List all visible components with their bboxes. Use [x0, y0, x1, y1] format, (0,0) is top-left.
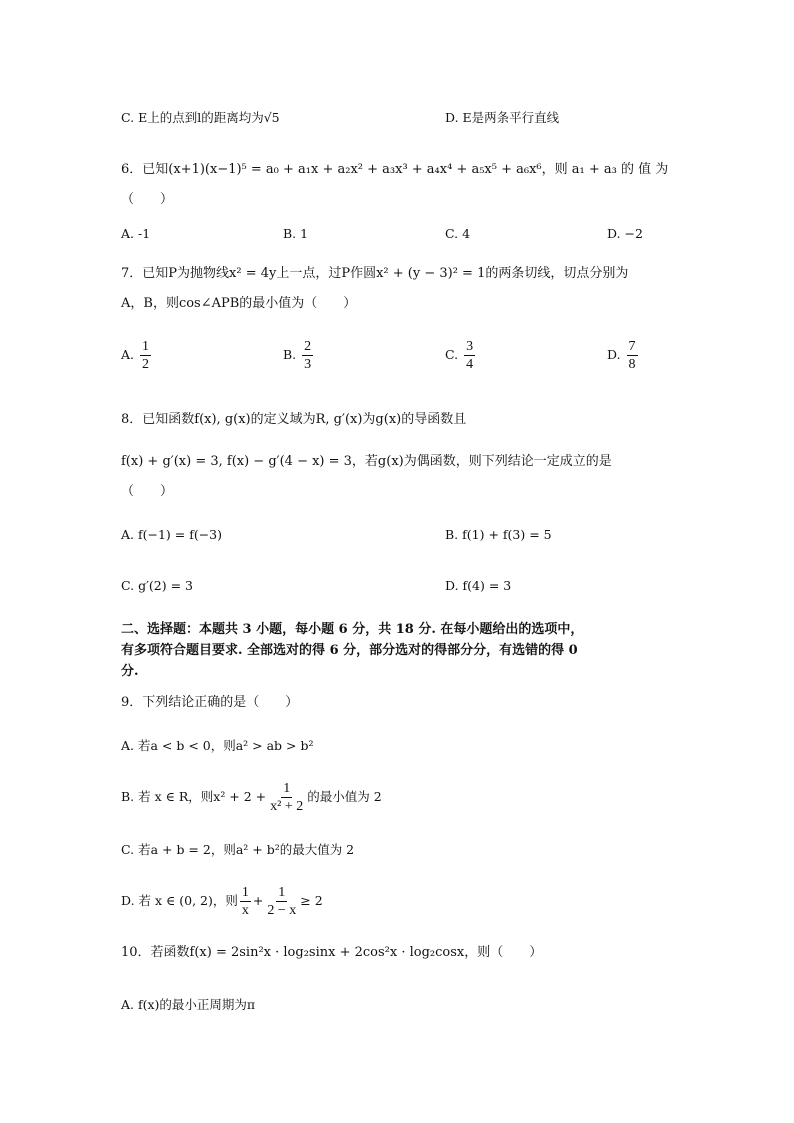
q7-option-a-fraction — [140, 338, 151, 373]
section2-heading-line1: 二、选择题：本题共 3 小题，每小题 6 分，共 18 分. 在每小题给出的选项中， — [121, 622, 584, 637]
q9-option-d-num2: 1 — [278, 885, 286, 900]
q9-option-a: A. 若a < b < 0，则a² > ab > b² — [121, 738, 314, 753]
q7-option-a-den: 2 — [142, 357, 149, 372]
q8-option-a: A. f(−1) = f(−3) — [121, 527, 223, 542]
q7-option-a-label: A. — [121, 347, 135, 362]
q9-option-d-fraction2 — [265, 884, 298, 919]
q7-option-d-den: 8 — [628, 357, 636, 372]
q9-option-d-post: ≥ 2 — [300, 893, 323, 908]
q6-option-d: D. −2 — [607, 226, 643, 241]
q7-option-d-num: 7 — [628, 339, 636, 354]
q7-stem-line1: 7．已知P为抛物线x² = 4y上一点，过P作圆x² + (y − 3)² = 1的两条切线，切点分别为 — [121, 266, 629, 281]
q7-option-a-num: 1 — [142, 339, 149, 354]
q10-stem: 10．若函数f(x) = 2sin²x · log₂sinx + 2cos²x · log₂cosx，则（ ） — [121, 945, 543, 960]
q9-option-b-post: 的最小值为 2 — [307, 789, 382, 804]
q9-option-b-den: x² + 2 — [270, 799, 304, 814]
q6-stem: 6．已知(x+1)(x−1)⁵ = a₀ + a₁x + a₂x² + a₃x³ + a₄x⁴ + a₅x⁵ + a₆x⁶，则 a₁ + a₃ 的 值 为 — [121, 162, 669, 177]
q5-option-c: C. E上的点到l的距离均为√5 — [121, 110, 280, 125]
q8-stem-line2: f(x) + g′(x) = 3, f(x) − g′(4 − x) = 3，若g(x)为偶函数，则下列结论一定成立的是 — [121, 454, 612, 469]
q7-option-d — [607, 338, 640, 373]
q10-option-a: A. f(x)的最小正周期为π — [121, 997, 256, 1012]
q9-option-d-fraction1 — [240, 884, 251, 919]
q8-option-d: D. f(4) = 3 — [445, 578, 512, 593]
q9-option-b-pre: B. 若 x ∈ R，则x² + 2 + — [121, 789, 267, 804]
q9-option-c: C. 若a + b = 2，则a² + b²的最大值为 2 — [121, 842, 355, 857]
q5-option-d: D. E是两条平行直线 — [445, 110, 560, 125]
q7-option-b-label: B. — [283, 347, 297, 362]
q9-option-b-fraction — [268, 780, 305, 815]
q9-option-d — [121, 884, 323, 919]
q8-option-c: C. g′(2) = 3 — [121, 578, 193, 593]
section2-heading-line3: 分. — [121, 664, 139, 679]
q8-blank: （ ） — [121, 484, 174, 499]
q7-option-d-label: D. — [607, 347, 621, 362]
q6-option-c: C. 4 — [445, 226, 471, 241]
q9-option-b — [121, 780, 382, 815]
q9-option-d-plus: + — [252, 893, 264, 908]
q7-option-c-fraction — [464, 338, 475, 373]
q7-option-b-num: 2 — [304, 339, 312, 354]
q6-option-a: A. -1 — [121, 226, 151, 241]
section2-heading-line2: 有多项符合题目要求. 全部选对的得 6 分，部分选对的得部分分，有选错的得 0 — [121, 643, 578, 658]
q7-option-b-fraction — [302, 338, 313, 373]
q6-blank: （ ） — [121, 192, 174, 207]
q7-option-c-den: 4 — [466, 357, 474, 372]
q7-option-a — [121, 338, 153, 373]
q8-stem-line1: 8．已知函数f(x), g(x)的定义域为R, g′(x)为g(x)的导函数且 — [121, 412, 467, 427]
q7-option-d-fraction — [627, 338, 638, 373]
q7-option-c-num: 3 — [466, 339, 474, 354]
q7-stem-line2: A，B，则cos∠APB的最小值为（ ） — [121, 296, 357, 311]
q9-option-d-num1: 1 — [241, 885, 249, 900]
q9-option-d-pre: D. 若 x ∈ (0, 2)，则 — [121, 893, 238, 908]
q6-option-b: B. 1 — [283, 226, 309, 241]
q7-option-c-label: C. — [445, 347, 459, 362]
q9-option-d-den2: 2 − x — [267, 903, 297, 918]
q9-option-b-num: 1 — [283, 781, 291, 796]
q9-option-d-den1: x — [241, 903, 249, 918]
q8-option-b: B. f(1) + f(3) = 5 — [445, 527, 552, 542]
q7-option-b-den: 3 — [304, 357, 312, 372]
q9-stem: 9．下列结论正确的是（ ） — [121, 695, 299, 710]
q7-option-c — [445, 338, 477, 373]
q7-option-b — [283, 338, 315, 373]
